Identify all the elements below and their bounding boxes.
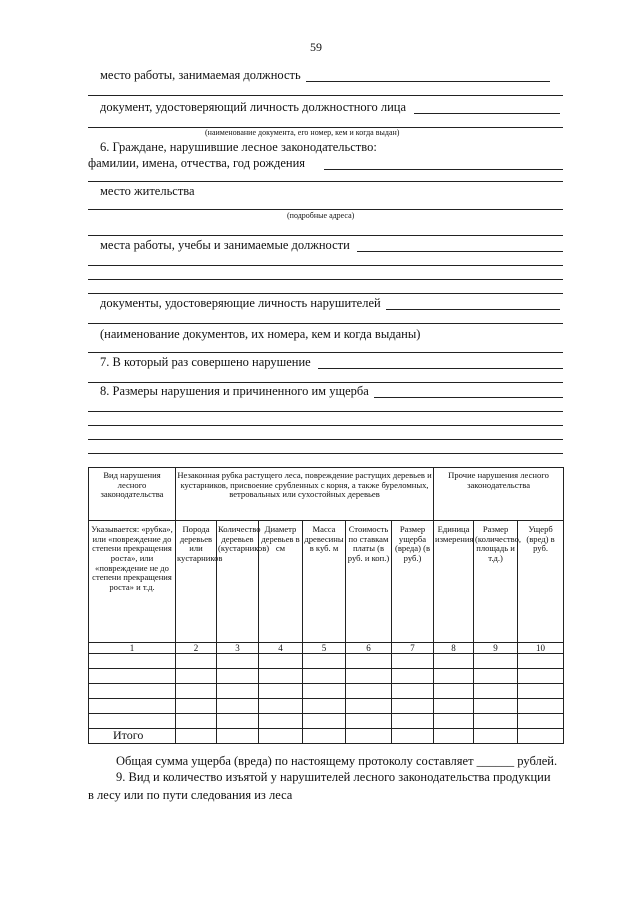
table-cell[interactable] [217,699,259,714]
official-id-line[interactable] [414,113,560,114]
header-col8: Единица измерения [434,521,474,643]
col-number: 2 [176,643,217,654]
table-cell[interactable] [176,714,217,729]
table-cell[interactable] [346,684,392,699]
header-col1-desc: Указывается: «рубка», или «повреждение до степени прекращения роста», или «повреждение не до степени прекращения роста» и т.д. [89,521,176,643]
table-cell[interactable] [434,699,474,714]
residence-label: место жительства [100,184,195,198]
note-address: (подробные адреса) [287,211,355,220]
header-col9: Размер (количество, площадь и т.д.) [474,521,518,643]
table-cell[interactable] [259,654,303,669]
table-cell[interactable] [259,684,303,699]
col-number: 10 [518,643,564,654]
table-cell[interactable] [518,669,564,684]
table-row [89,699,564,714]
table-cell[interactable] [176,669,217,684]
names-label: фамилии, имена, отчества, год рождения [88,156,306,170]
table-cell[interactable] [434,714,474,729]
table-cell[interactable] [392,699,434,714]
residence-line-2[interactable] [88,235,563,236]
table-cell[interactable] [518,699,564,714]
table-cell[interactable] [392,669,434,684]
table-cell[interactable] [518,714,564,729]
table-cell[interactable] [474,699,518,714]
table-row [89,684,564,699]
table-cell[interactable] [217,684,259,699]
table-cell[interactable] [434,669,474,684]
section8-line[interactable] [374,397,563,398]
table-cell[interactable] [259,669,303,684]
table-cell[interactable] [474,714,518,729]
table-row [89,669,564,684]
section7-label: 7. В который раз совершено нарушение [100,355,311,369]
table-cell[interactable] [303,669,346,684]
section9-line2: в лесу или по пути следования из леса [88,788,293,802]
table-cell[interactable] [89,654,176,669]
section8-line-2[interactable] [88,411,563,412]
table-cell[interactable] [176,699,217,714]
table-cell[interactable] [518,654,564,669]
work-study-line-2[interactable] [88,265,563,266]
note-document: (наименование документа, его номер, кем и когда выдан) [205,128,400,137]
table-cell[interactable] [217,669,259,684]
table-cell[interactable] [346,714,392,729]
section9-line1: 9. Вид и количество изъятой у нарушителей лесного законодательства продукции [116,770,551,784]
table-cell[interactable] [392,729,434,744]
workplace-label: место работы, занимаемая должность [100,68,301,82]
work-study-line-4[interactable] [88,293,563,294]
table-cell[interactable] [176,729,217,744]
col-number: 7 [392,643,434,654]
table-cell[interactable] [474,669,518,684]
table-cell[interactable] [217,714,259,729]
table-cell[interactable] [303,699,346,714]
names-line[interactable] [324,169,563,170]
table-cell[interactable] [518,684,564,699]
header-col4: Диаметр деревьев в см [259,521,303,643]
table-cell[interactable] [474,654,518,669]
section8-line-3[interactable] [88,425,563,426]
total-label: Итого [113,728,144,742]
table-cell[interactable] [217,654,259,669]
workplace-line-2[interactable] [88,95,563,96]
table-cell[interactable] [176,684,217,699]
section8-line-5[interactable] [88,453,563,454]
table-cell[interactable] [89,714,176,729]
work-study-line[interactable] [357,251,563,252]
work-study-label: места работы, учебы и занимаемые должности [100,238,350,252]
header-violation-type: Вид нарушения лесного законодательства [89,468,176,521]
table-cell[interactable] [346,699,392,714]
header-col6: Стоимость по ставкам платы (в руб. и коп.) [346,521,392,643]
table-cell[interactable] [89,669,176,684]
table-cell[interactable] [303,654,346,669]
header-col2: Порода деревьев или кустарников [176,521,217,643]
violators-id-line[interactable] [386,309,560,310]
table-cell[interactable] [259,714,303,729]
header-illegal-felling: Незаконная рубка растущего леса, повреждение растущих деревьев и кустарников, присвоение срубленных с корня, а также буреломных, ветровальных или сухостойных деревьев [176,468,434,521]
table-row [89,729,564,744]
table-cell[interactable] [217,729,259,744]
section7-line-2[interactable] [88,382,563,383]
official-id-label: документ, удостоверяющий личность должностного лица [100,100,407,114]
table-cell[interactable] [89,699,176,714]
note-documents: (наименование документов, их номера, кем и когда выданы) [100,327,421,341]
total-sentence: Общая сумма ущерба (вреда) по настоящему протоколу составляет ______ рублей. [116,754,558,768]
table-cell[interactable] [176,654,217,669]
workplace-line[interactable] [306,81,550,82]
col-number: 8 [434,643,474,654]
section8-line-4[interactable] [88,439,563,440]
table-cell[interactable] [518,729,564,744]
table-cell[interactable] [303,684,346,699]
table-cell[interactable] [434,654,474,669]
col-number: 4 [259,643,303,654]
col-number: 5 [303,643,346,654]
col-number: 6 [346,643,392,654]
header-col3: Количество деревьев (кустарников) [217,521,259,643]
names-line-2[interactable] [88,181,563,182]
table-cell[interactable] [89,684,176,699]
violators-id-line-3[interactable] [88,352,563,353]
violators-id-label: документы, удостоверяющие личность нарушителей [100,296,381,310]
table-row [89,654,564,669]
col-number: 3 [217,643,259,654]
table-cell[interactable] [474,729,518,744]
table-cell[interactable] [434,729,474,744]
section6-title: 6. Граждане, нарушившие лесное законодательство: [100,140,377,154]
section7-line[interactable] [318,368,563,369]
table-cell[interactable] [392,684,434,699]
table-cell[interactable] [346,729,392,744]
table-cell[interactable] [303,729,346,744]
col-number: 1 [89,643,176,654]
table-cell[interactable] [259,729,303,744]
violators-id-line-2[interactable] [88,323,563,324]
header-other-violations: Прочие нарушения лесного законодательства [434,468,564,521]
table-cell[interactable] [474,684,518,699]
work-study-line-3[interactable] [88,279,563,280]
residence-line[interactable] [88,209,563,210]
table-cell[interactable] [434,684,474,699]
page-number: 59 [310,40,322,54]
section8-label: 8. Размеры нарушения и причиненного им ущерба [100,384,369,398]
header-col10: Ущерб (вред) в руб. [518,521,564,643]
damage-table [88,467,564,744]
header-col5: Масса древесины в куб. м [303,521,346,643]
table-cell[interactable] [303,714,346,729]
table-cell[interactable] [346,654,392,669]
table-cell[interactable] [259,699,303,714]
col-number: 9 [474,643,518,654]
table-cell[interactable] [346,669,392,684]
header-col7: Размер ущерба (вреда) (в руб.) [392,521,434,643]
table-cell[interactable] [392,654,434,669]
table-row [89,714,564,729]
table-cell[interactable] [392,714,434,729]
